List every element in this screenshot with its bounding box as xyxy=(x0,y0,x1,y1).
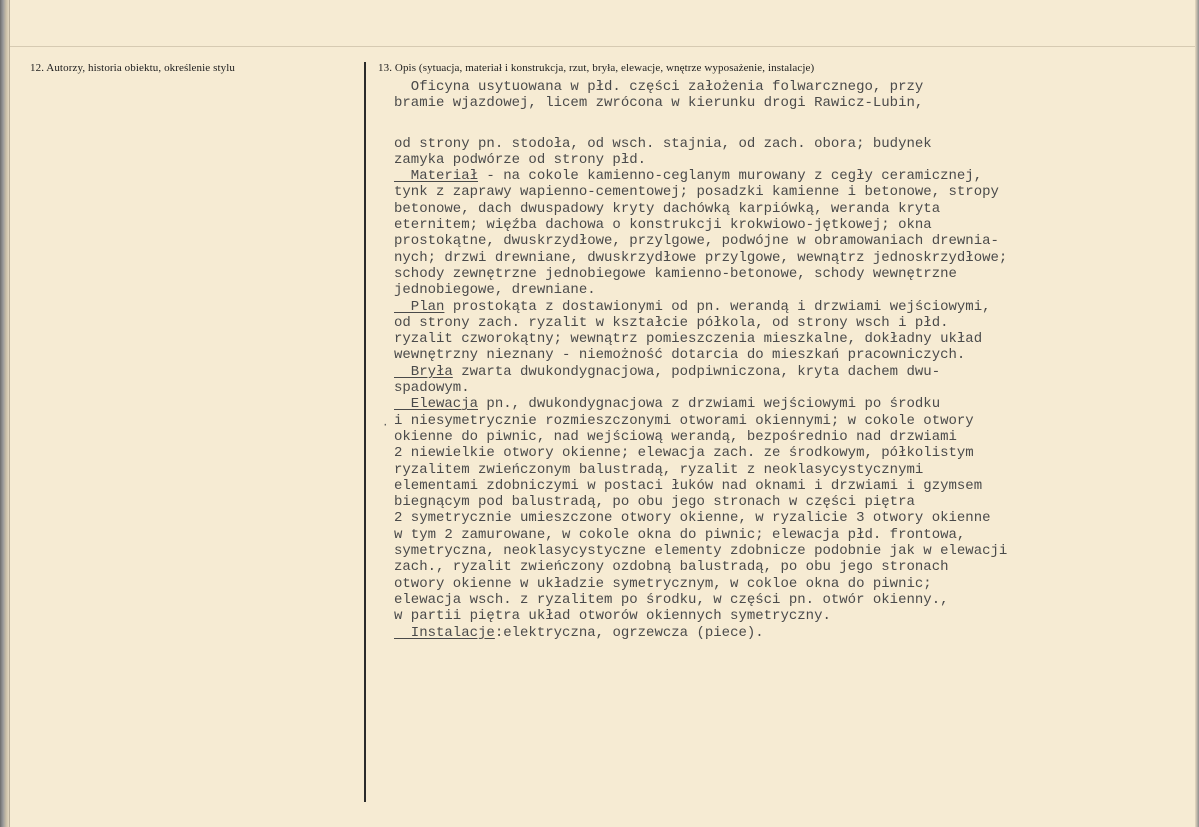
section-13-label: 13. Opis (sytuacja, materiał i konstrukcja, rzut, bryła, elewacje, wnętrze wyposażenie, instalacje) xyxy=(378,62,815,74)
top-rule-line xyxy=(10,46,1195,47)
text-line: otwory okienne w układzie symetrycznym, w cokloe okna do piwnic; xyxy=(394,575,932,592)
text-line: w tym 2 zamurowane, w cokole okna do piwnic; elewacja płd. frontowa, xyxy=(394,526,966,543)
text-line: nych; drzwi drewniane, dwuskrzydłowe przylgowe, wewnątrz jednoskrzydłowe; xyxy=(394,249,1008,266)
text-line: symetryczna, neoklasycystyczne elementy zdobnicze podobnie jak w elewacji xyxy=(394,543,1008,560)
line-gap xyxy=(394,112,1114,136)
text-line: jednobiegowe, drewniane. xyxy=(394,282,596,299)
text-line xyxy=(394,299,1114,315)
text-line xyxy=(394,625,1114,641)
text-line: w partii piętra układ otworów okiennych symetryczny. xyxy=(394,608,831,625)
text-run: pn., dwukondygnacjowa z drzwiami wejściowymi po środku xyxy=(478,396,941,413)
text-line: okienne do piwnic, nad wejściową werandą, bezpośrednio nad drzwiami xyxy=(394,428,957,445)
text-line: 2 symetrycznie umieszczone otwory okienne, w ryzalicie 3 otwory okienne xyxy=(394,510,991,527)
text-line: i niesymetrycznie rozmieszczonymi otworami okiennymi; w cokole otwory xyxy=(394,412,974,429)
text-line: elementami zdobniczymi w postaci łuków nad oknami i drzwiami i gzymsem xyxy=(394,477,983,494)
text-line: ryzalit czworokątny; wewnątrz pomieszczenia mieszkalne, dokładny układ xyxy=(394,331,983,348)
left-ruling-line xyxy=(9,0,10,827)
heading-elewacja: Elewacja xyxy=(394,396,479,413)
text-run: zwarta dwukondygnacjowa, podpiwniczona, kryta dachem dwu- xyxy=(452,363,941,380)
heading-bryla: Bryła xyxy=(394,363,453,380)
text-line: ryzalitem zwieńczonym balustradą, ryzalit z neoklasycystycznymi xyxy=(394,461,924,478)
card-right-edge xyxy=(1195,0,1199,827)
heading-material: Materiał xyxy=(394,168,479,185)
text-line: prostokątne, dwuskrzydłowe, przylgowe, podwójne w obramowaniach drewnia- xyxy=(394,233,999,250)
text-line xyxy=(394,396,1114,412)
text-line: eternitem; więźba dachowa o konstrukcji krokwiowo-jętkowej; okna xyxy=(394,217,932,234)
text-line xyxy=(394,168,1114,184)
typed-description xyxy=(394,79,1114,641)
text-run: :elektryczna, ogrzewcza (piece). xyxy=(494,624,764,641)
text-line: od strony pn. stodoła, od wsch. stajnia, od zach. obora; budynek xyxy=(394,135,932,152)
heading-instalacje: Instalacje xyxy=(394,624,495,641)
text-line: spadowym. xyxy=(394,380,470,397)
text-line: schody zewnętrzne jednobiegowe kamienno-betonowe, schody wewnętrzne xyxy=(394,265,957,282)
text-line xyxy=(394,364,1114,380)
column-divider xyxy=(364,62,366,802)
text-line: Oficyna usytuowana w płd. części założenia folwarcznego, przy xyxy=(394,79,924,95)
text-line: zach., ryzalit zwieńczony ozdobną balustradą, po obu jego stronach xyxy=(394,559,949,576)
text-line: od strony zach. ryzalit w kształcie półkola, od strony wsch i płd. xyxy=(394,314,949,331)
text-run: prostokąta z dostawionymi od pn. werandą i drzwiami wejściowymi, xyxy=(444,298,991,315)
text-line: elewacja wsch. z ryzalitem po środku, w części pn. otwór okienny., xyxy=(394,591,949,608)
text-line: 2 niewielkie otwory okienne; elewacja zach. ze środkowym, półkolistym xyxy=(394,445,974,462)
text-line: betonowe, dach dwuspadowy kryty dachówką karpiówką, weranda kryta xyxy=(394,200,941,217)
text-line: bramie wjazdowej, licem zwrócona w kierunku drogi Rawicz-Lubin, xyxy=(394,95,924,112)
text-run: - na cokole kamienno-ceglanym murowany z cegły ceramicznej, xyxy=(478,168,983,185)
text-line: tynk z zaprawy wapienno-cementowej; posadzki kamienne i betonowe, stropy xyxy=(394,184,999,201)
text-line: zamyka podwórze od strony płd. xyxy=(394,151,647,168)
section-12-label: 12. Autorzy, historia obiektu, określenie stylu xyxy=(30,62,236,74)
text-line: wewnętrzny nieznany - niemożność dotarcia do mieszkań pracowniczych. xyxy=(394,347,966,364)
heading-plan: Plan xyxy=(394,298,445,315)
text-line: biegnącym pod balustradą, po obu jego stronach w części piętra xyxy=(394,494,915,511)
margin-mark: · xyxy=(382,420,389,432)
